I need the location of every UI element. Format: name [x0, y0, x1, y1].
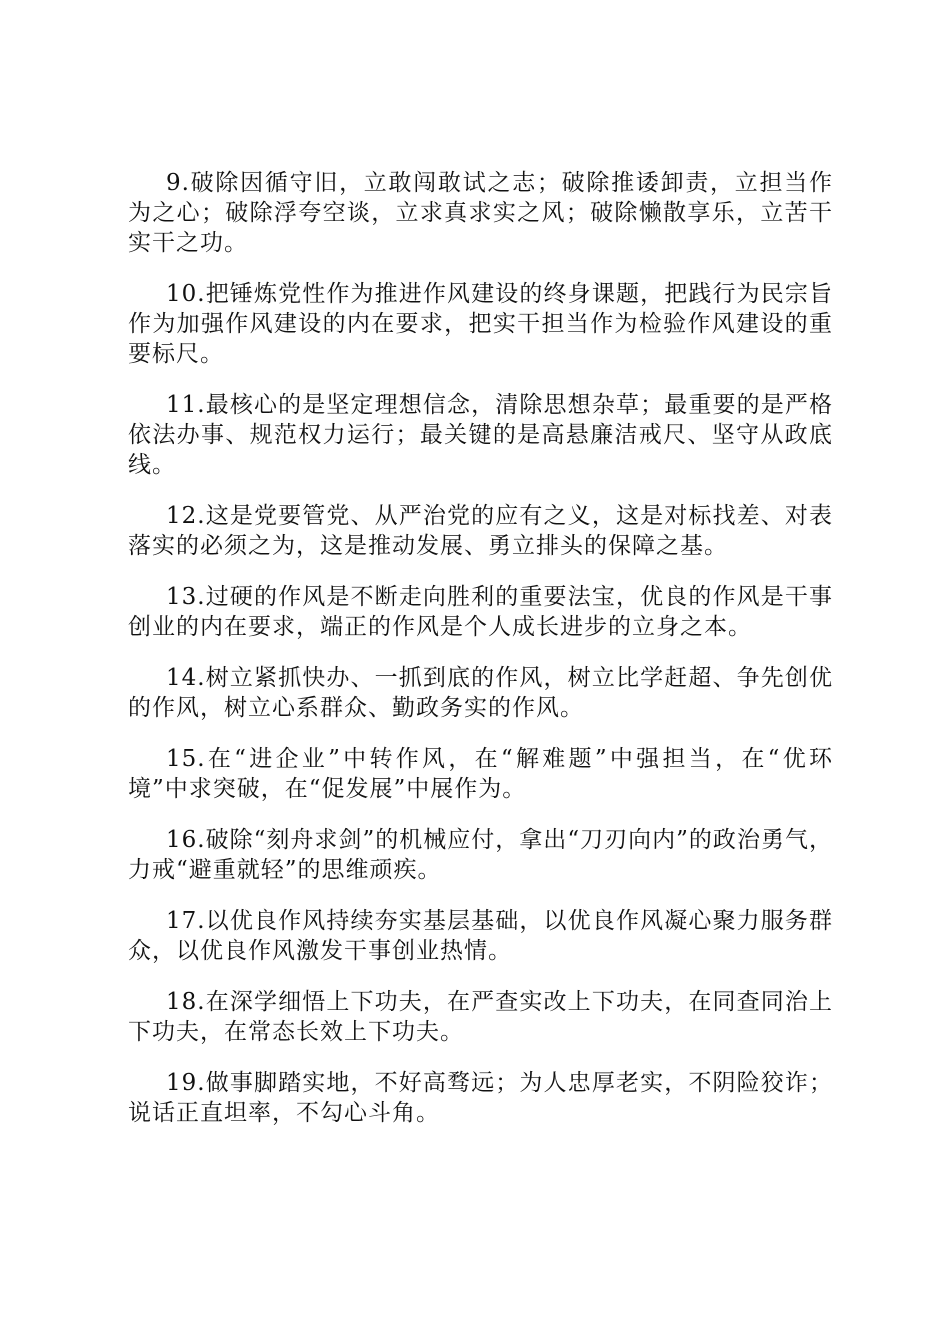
paragraph-10: 10.把锤炼党性作为推进作风建设的终身课题，把践行为民宗旨作为加强作风建设的内在要求，把实干担当作为检验作风建设的重要标尺。 — [128, 281, 833, 367]
paragraph-19: 19.做事脚踏实地，不好高骛远；为人忠厚老实，不阴险狡诈；说话正直坦率，不勾心斗角。 — [128, 1070, 833, 1126]
paragraph-17: 17.以优良作风持续夯实基层基础，以优良作风凝心聚力服务群众，以优良作风激发干事创业热情。 — [128, 908, 833, 964]
paragraph-16: 16.破除“刻舟求剑”的机械应付，拿出“刀刃向内”的政治勇气，力戒“避重就轻”的思维顽疾。 — [128, 827, 833, 883]
paragraph-13: 13.过硬的作风是不断走向胜利的重要法宝，优良的作风是干事创业的内在要求，端正的作风是个人成长进步的立身之本。 — [128, 584, 833, 640]
paragraph-15: 15.在“进企业”中转作风，在“解难题”中强担当，在“优环境”中求突破，在“促发展”中展作为。 — [128, 746, 833, 802]
paragraph-12: 12.这是党要管党、从严治党的应有之义，这是对标找差、对表落实的必须之为，这是推动发展、勇立排头的保障之基。 — [128, 503, 833, 559]
paragraph-11: 11.最核心的是坚定理想信念，清除思想杂草；最重要的是严格依法办事、规范权力运行；最关键的是高悬廉洁戒尺、坚守从政底线。 — [128, 392, 833, 478]
paragraph-14: 14.树立紧抓快办、一抓到底的作风，树立比学赶超、争先创优的作风，树立心系群众、勤政务实的作风。 — [128, 665, 833, 721]
paragraph-18: 18.在深学细悟上下功夫，在严查实改上下功夫，在同查同治上下功夫，在常态长效上下功夫。 — [128, 989, 833, 1045]
paragraph-9: 9.破除因循守旧，立敢闯敢试之志；破除推诿卸责，立担当作为之心；破除浮夸空谈，立求真求实之风；破除懒散享乐，立苦干实干之功。 — [128, 170, 833, 256]
document-body — [128, 168, 833, 1149]
